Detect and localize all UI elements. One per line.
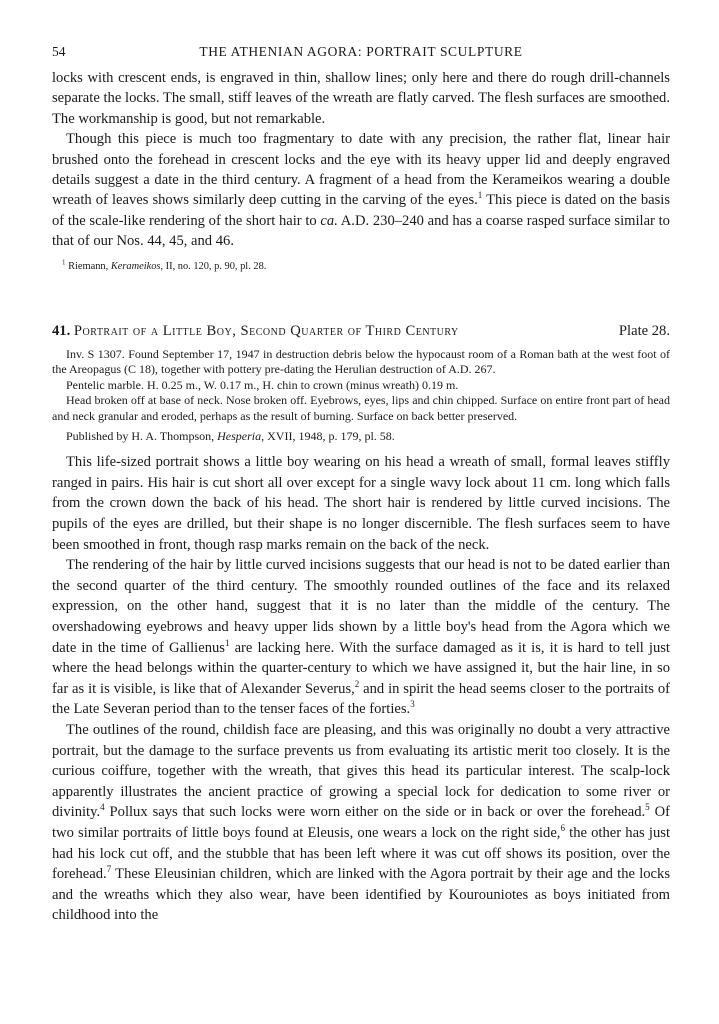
page	[52, 44, 670, 926]
running-title: THE ATHENIAN AGORA: PORTRAIT SCULPTURE	[199, 44, 523, 59]
paragraph-text: A.D. 230–240 and has a coarse rasped surface similar to that of our Nos. 44, 45, and 46.	[52, 212, 670, 250]
catalogue-title: Portrait of a Little Boy, Second Quarter of Third Century	[73, 322, 459, 339]
page-number: 54	[52, 44, 66, 59]
paragraph-text: This piece is dated on the basis of the scale-like rendering of the short hair to	[52, 192, 671, 229]
catalogue-details	[52, 347, 670, 445]
footnote-ref: 7	[106, 864, 112, 875]
paragraph-text: are lacking here. With the surface damaged as it is, it is hard to tell just where the head belongs within the quarter-century to which we have assigned it, but the hair line, in so far as it is visible, is like that of Alexander Severus,	[52, 639, 670, 697]
material-note: Pentelic marble. H. 0.25 m., W. 0.17 m., H. chin to crown (minus wreath) 0.19 m.	[66, 377, 459, 392]
paragraph	[52, 720, 670, 926]
publication-text: Published by H. A. Thompson,	[66, 428, 218, 443]
paragraph-text: locks with crescent ends, is engraved in thin, shallow lines; only here and there do rough drill-channels separate the locks. The small, stiff leaves of the wreath are flatly carved. The flesh surfaces are smoothed. The workmanship is good, but not remarkable.	[52, 70, 670, 127]
footnote-mark: 1	[62, 258, 66, 267]
paragraph-text: Of two similar portraits of little boys found at Eleusis, one wears a lock on the right side,	[52, 804, 670, 841]
paragraph-text: Though this piece is much too fragmentary to date with any precision, the rather flat, linear hair brushed onto the forehead in crescent locks and the eye with its heavy upper lid and deeply engraved details suggest a date in the third century. A fragment of a head from the Kerameikos wearing a double wreath of leaves shows similarly deep cutting in the carving of the eyes.	[52, 131, 670, 209]
footnote	[52, 260, 670, 274]
italic-text: ca.	[320, 212, 338, 229]
footnote-ref: 1	[477, 190, 483, 201]
condition-note: Head broken off at base of neck. Nose broken off. Eyebrows, eyes, lips and chin chipped. Surface on entire front part of head and neck granular and eroded, perhaps as the result of burning. Surface on back better preserved.	[52, 393, 670, 424]
paragraph	[52, 129, 670, 251]
footnote-ref: 2	[354, 678, 360, 689]
paragraph-text: and in spirit the head seems closer to the portraits of the Late Severan period than to the tenser faces of the forties.	[52, 680, 670, 718]
paragraph-text: The outlines of the round, childish face are pleasing, and this was originally no doubt a very attractive portrait, but the damage to the surface prevents us from evaluating its artistic merit too closely. It is the curious coiffure, together with the wreath, that gives this head its particular interest. The scalp-lock apparently illustrates the ancient practice of growing a special lock for dedication to some river or divinity.	[52, 721, 670, 821]
catalogue-heading	[52, 321, 670, 341]
paragraph	[52, 555, 670, 720]
paragraph-text: Pollux says that such locks were worn either on the side or in back or over the forehead.	[104, 804, 646, 821]
footnote-ref: 1	[224, 637, 230, 648]
footnote-ref: 5	[645, 802, 650, 813]
paragraph-text: The rendering of the hair by little curved incisions suggests that our head is not to be dated earlier than the second quarter of the third century. The smoothly rounded outlines of the face and its relaxed expression, on the other hand, suggest that it is no later than the middle of the century. The overshadowing eyebrows and heavy upper lids shown by a little boy's head from the Agora which we date in the time of Gallienus	[52, 557, 670, 656]
catalogue-number: 41.	[52, 322, 71, 339]
plate-reference: Plate 28.	[618, 322, 670, 339]
footnote-text: Riemann,	[65, 260, 111, 272]
footnote-title: Kerameikos	[110, 260, 161, 272]
section-41-text	[52, 452, 670, 926]
paragraph-text: the other has just had his lock cut off, and the stubble that has been left where it was cut off shows its position, over the forehead.	[52, 824, 670, 883]
footnote-text: , II, no. 120, p. 90, pl. 28.	[160, 260, 267, 272]
paragraph	[52, 68, 670, 129]
publication-text: , XVII, 1948, p. 179, pl. 58.	[261, 428, 395, 443]
footnote-ref: 3	[410, 699, 415, 710]
publication-note	[52, 429, 670, 445]
footnote-ref: 4	[100, 802, 105, 813]
paragraph-text: This life-sized portrait shows a little boy wearing on his head a wreath of small, formal leaves stiffly ranged in pairs. His hair is cut short all over except for a single wavy lock about 11 cm. long which falls from the crown down the back of his head. The short hair is rendered by little curved incisions. The pupils of the eyes are drilled, but their shape is no longer discernible. The flesh surfaces seem to have been smoothed in front, though rasp marks remain on the back of the neck.	[52, 454, 670, 553]
section-40-text	[52, 68, 670, 252]
footnote-ref: 6	[560, 823, 565, 834]
inventory-note: Inv. S 1307. Found September 17, 1947 in destruction debris below the hypocaust room of a Roman bath at the west foot of the Areopagus (C 18), together with pottery pre-dating the Herulian destruction of A.D. 267.	[52, 346, 670, 377]
journal-title: Hesperia	[217, 428, 262, 443]
paragraph-text: These Eleusinian children, which are linked with the Agora portrait by their age and the locks and the wreaths which they also wear, have been identified by Kourouniotes as boys initiated from childhood into the	[52, 866, 670, 924]
page-header	[52, 44, 670, 68]
paragraph	[52, 452, 670, 555]
